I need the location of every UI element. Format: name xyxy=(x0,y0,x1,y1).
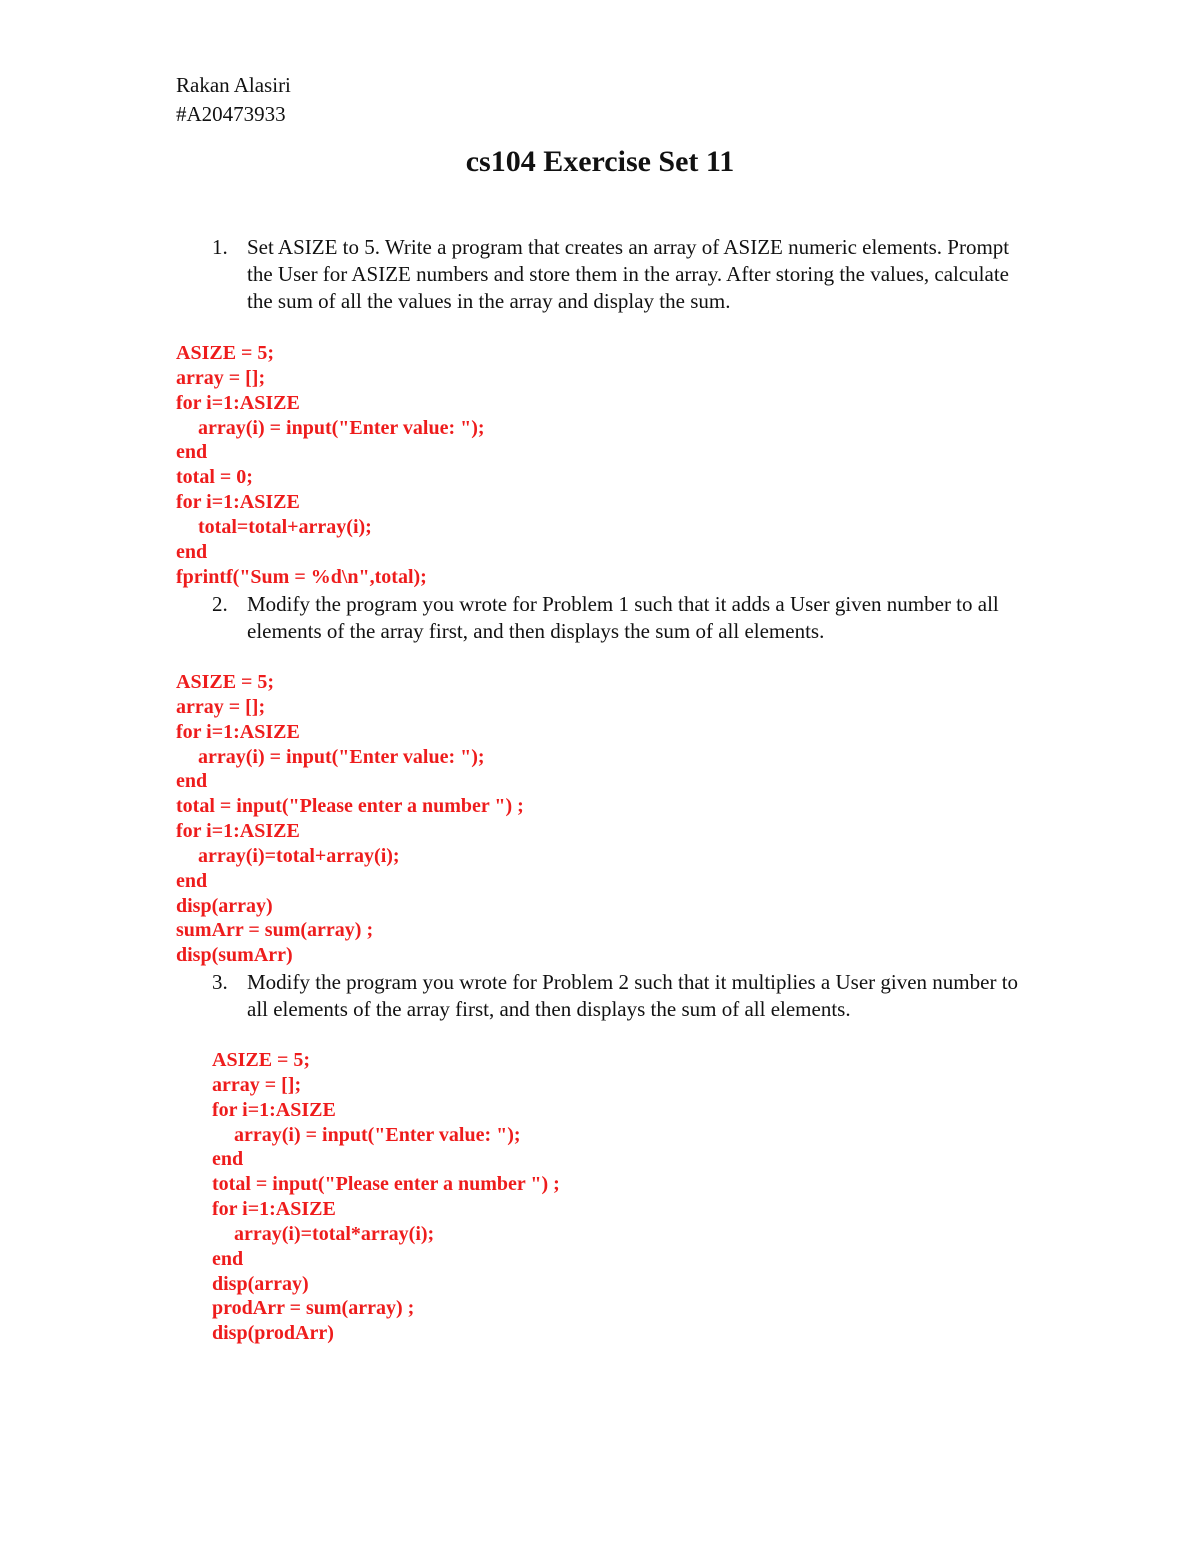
code-line: for i=1:ASIZE xyxy=(212,1098,336,1121)
code-line: total = 0; xyxy=(176,466,253,489)
code-line: disp(array) xyxy=(212,1272,309,1295)
code-line: array = []; xyxy=(176,695,266,718)
code-block-2 xyxy=(176,670,524,968)
code-line: total=total+array(i); xyxy=(198,515,372,538)
problem-number: 3. xyxy=(212,970,228,994)
student-id: #A20473933 xyxy=(176,102,286,126)
code-line: array = []; xyxy=(212,1073,302,1096)
code-line: for i=1:ASIZE xyxy=(176,820,300,843)
code-line: disp(prodArr) xyxy=(212,1322,334,1345)
problem-text: Modify the program you wrote for Problem 1 such that it adds a User given number to all elements of the array first, and then displays the sum of all elements. xyxy=(247,592,999,643)
code-line: total = input("Please enter a number ") ; xyxy=(176,795,524,818)
code-line: end xyxy=(176,770,208,793)
code-line: array = []; xyxy=(176,366,266,389)
code-line: array(i) = input("Enter value: "); xyxy=(234,1123,521,1146)
problem-2 xyxy=(176,591,1036,645)
code-line: array(i)=total+array(i); xyxy=(198,844,400,867)
code-line: end xyxy=(212,1247,244,1270)
problem-number: 2. xyxy=(212,592,228,616)
code-line: array(i) = input("Enter value: "); xyxy=(198,416,485,439)
code-line: sumArr = sum(array) ; xyxy=(176,919,374,942)
code-line: disp(array) xyxy=(176,894,273,917)
problem-1 xyxy=(176,234,1036,315)
code-line: for i=1:ASIZE xyxy=(212,1198,336,1221)
code-line: for i=1:ASIZE xyxy=(176,391,300,414)
code-line: end xyxy=(176,441,208,464)
problem-text: Set ASIZE to 5. Write a program that creates an array of ASIZE numeric elements. Prompt the User for ASIZE numbers and store them in the array. After storing the values, calculate the sum of all the values in the array and display the sum. xyxy=(247,235,1010,313)
code-line: array(i) = input("Enter value: "); xyxy=(198,745,485,768)
code-line: end xyxy=(176,869,208,892)
code-line: ASIZE = 5; xyxy=(176,342,275,364)
code-line: prodArr = sum(array) ; xyxy=(212,1297,415,1320)
code-line: fprintf("Sum = %d\n",total); xyxy=(176,565,427,588)
problem-number: 1. xyxy=(212,235,228,259)
code-line: for i=1:ASIZE xyxy=(176,491,300,514)
code-line: end xyxy=(176,540,208,563)
code-line: array(i)=total*array(i); xyxy=(234,1222,435,1245)
code-line: total = input("Please enter a number ") ; xyxy=(212,1173,560,1196)
code-block-3 xyxy=(212,1048,560,1346)
document-title: cs104 Exercise Set 11 xyxy=(465,145,735,178)
code-line: disp(sumArr) xyxy=(176,944,293,967)
code-block-1 xyxy=(176,341,485,589)
problem-3 xyxy=(176,969,1036,1023)
code-line: for i=1:ASIZE xyxy=(176,720,300,743)
code-line: ASIZE = 5; xyxy=(176,671,275,693)
code-line: ASIZE = 5; xyxy=(212,1049,311,1071)
author-name: Rakan Alasiri xyxy=(176,73,291,97)
code-line: end xyxy=(212,1148,244,1171)
problem-text: Modify the program you wrote for Problem 2 such that it multiplies a User given number to all elements of the array first, and then displays the sum of all elements. xyxy=(247,970,1019,1021)
